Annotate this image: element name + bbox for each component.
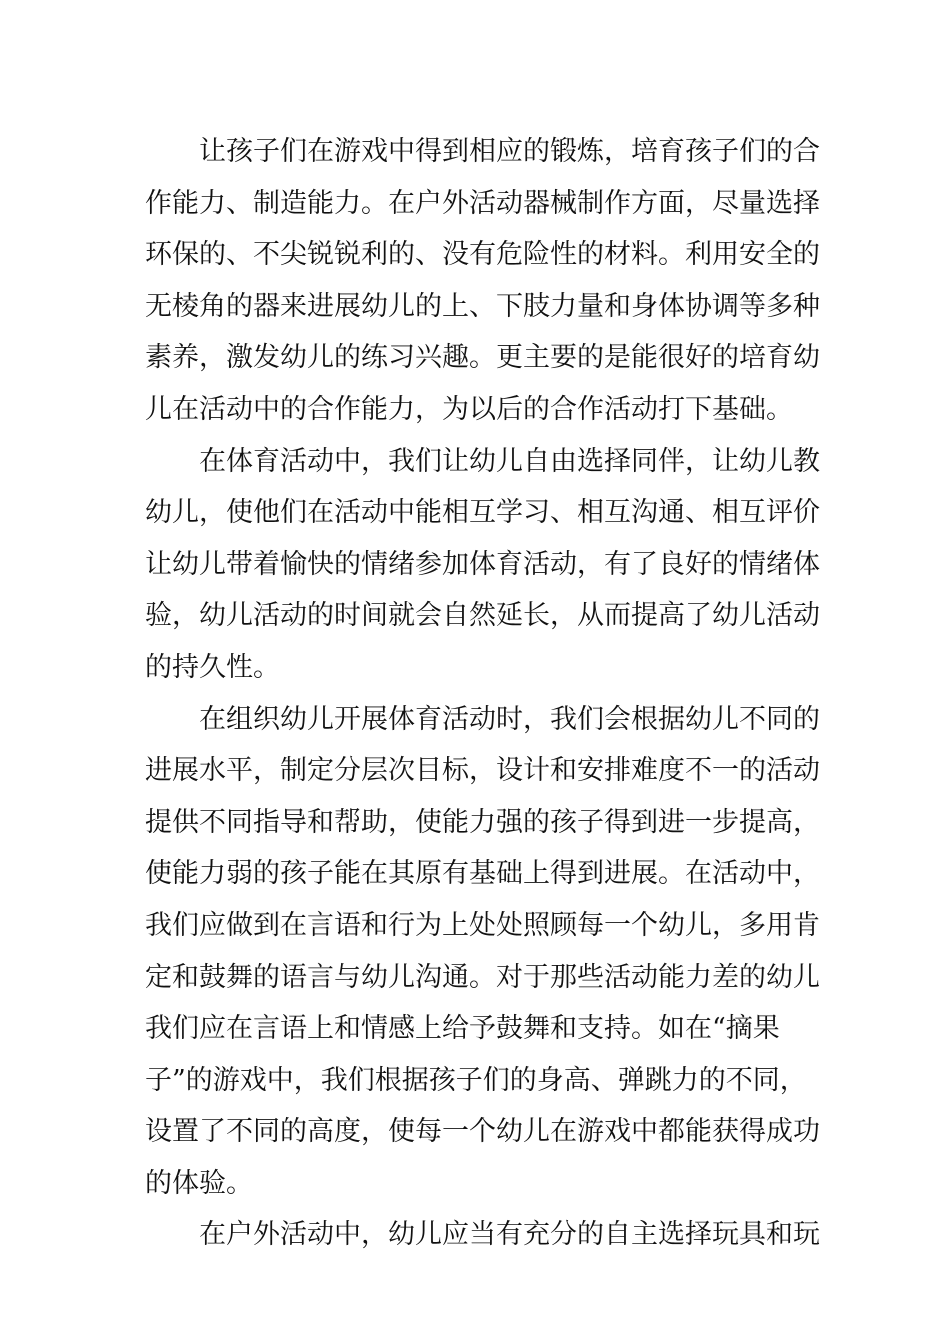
text-line: 让幼儿带着愉快的情绪参加体育活动，有了良好的情绪体 [145,548,820,580]
text-line: 无棱角的器来进展幼儿的上、下肢力量和身体协调等多种 [145,290,820,322]
text-line: 提供不同指导和帮助，使能力强的孩子得到进一步提高， [145,806,820,838]
text-line: 的持久性。 [145,651,280,683]
text-line: 进展水平，制定分层次目标，设计和安排难度不一的活动 [145,755,820,787]
text-line: 幼儿，使他们在活动中能相互学习、相互沟通、相互评价 [145,497,820,529]
paragraph-first-line: 在体育活动中，我们让幼儿自由选择同伴，让幼儿教 [199,445,820,477]
text-line: 素养，激发幼儿的练习兴趣。更主要的是能很好的培育幼 [145,342,820,374]
text-line: 我们应在言语上和情感上给予鼓舞和支持。如在“摘果 [145,1013,780,1045]
text-line: 我们应做到在言语和行为上处处照顾每一个幼儿，多用肯 [145,909,820,941]
text-line: 作能力、制造能力。在户外活动器械制作方面，尽量选择 [145,187,820,219]
paragraph-first-line: 在户外活动中，幼儿应当有充分的自主选择玩具和玩 [199,1219,820,1251]
text-line: 子”的游戏中，我们根据孩子们的身高、弹跳力的不同， [145,1064,807,1096]
text-line: 设置了不同的高度，使每一个幼儿在游戏中都能获得成功 [145,1116,820,1148]
text-line: 儿在活动中的合作能力，为以后的合作活动打下基础。 [145,393,793,425]
body-text [145,126,820,1261]
text-line: 定和鼓舞的语言与幼儿沟通。对于那些活动能力差的幼儿 [145,961,820,993]
paragraph-first-line: 让孩子们在游戏中得到相应的锻炼，培育孩子们的合 [199,136,820,167]
text-line: 的体验。 [145,1167,253,1199]
text-line: 验，幼儿活动的时间就会自然延长，从而提高了幼儿活动 [145,600,820,632]
paragraph-first-line: 在组织幼儿开展体育活动时，我们会根据幼儿不同的 [199,703,820,735]
text-line: 环保的、不尖锐锐利的、没有危险性的材料。利用安全的 [145,239,820,271]
text-line: 使能力弱的孩子能在其原有基础上得到进展。在活动中， [145,858,820,890]
